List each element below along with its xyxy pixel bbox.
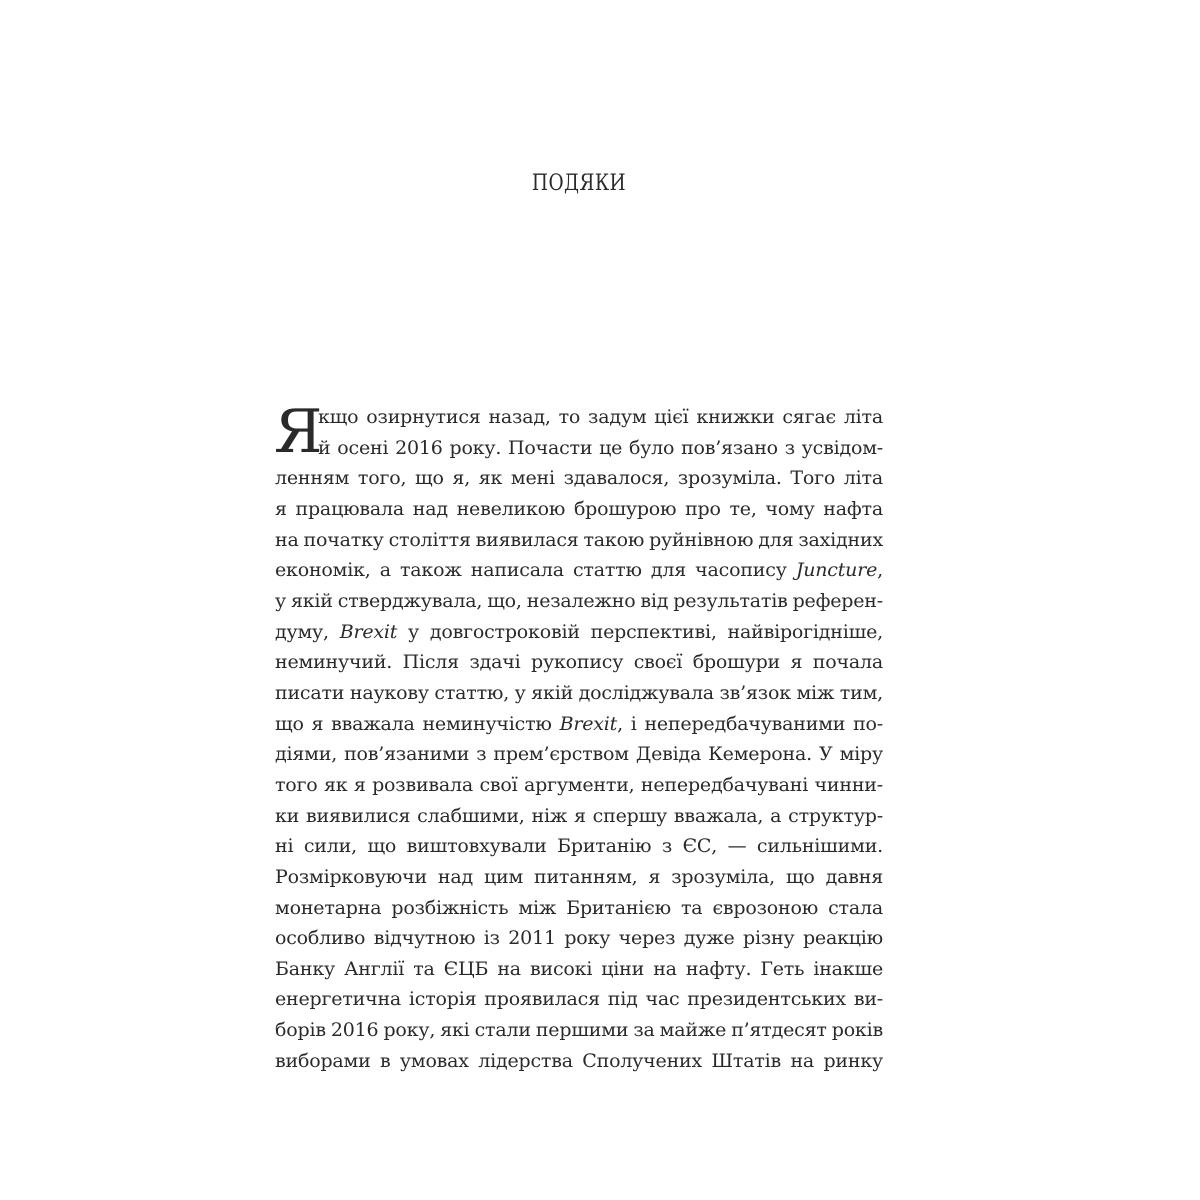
text-line: писати наукову статтю, у якій досліджувала зв’язок між тим, (275, 681, 883, 704)
text-line: на початку століття виявилася такою руйнівною для західних (275, 528, 883, 551)
text-line: Банку Англії та ЄЦБ на високі ціни на нафту. Геть інакше (275, 957, 883, 980)
text-line: особливо відчутною із 2011 року через дуже різну реакцію (275, 927, 883, 950)
italic-journal-title: Juncture (795, 559, 878, 582)
text-line: кщо озирнутися назад, то задум цієї книжки сягає літа (318, 406, 883, 428)
body-paragraph (274, 397, 883, 1076)
text-segment: , і непередбачуваними по- (617, 712, 883, 735)
page-title: ПОДЯКИ (531, 171, 627, 196)
text-segment: думу, (275, 620, 340, 643)
text-line: у якій стверджувала, що, незалежно від результатів референ- (275, 589, 883, 612)
italic-term: Brexit (559, 712, 618, 735)
text-line: я працювала над невеликою брошурою про те, чому нафта (275, 497, 883, 520)
text-segment: у довгостроковій перспективі, найвірогідніше, (397, 620, 883, 643)
text-line: виборами в умовах лідерства Сполучених Штатів на ринку (275, 1049, 883, 1072)
text-line: ні сили, що виштовхували Британію з ЄС, — сильнішими. (275, 835, 883, 858)
text-line: ки виявилися слабшими, ніж я спершу вважала, а структур- (275, 804, 883, 827)
text-line: борів 2016 року, які стали першими за майже п’ятдесят років (275, 1019, 883, 1042)
text-line (275, 709, 883, 740)
text-line: енергетична історія проявилася під час президентських ви- (275, 988, 883, 1011)
text-line: ленням того, що я, як мені здавалося, зрозуміла. Того літа (275, 467, 883, 490)
text-line: монетарна розбіжність між Британією та єврозоною стала (275, 896, 883, 919)
text-line: Розмірковуючи над цим питанням, я зрозуміла, що давня (275, 865, 883, 888)
text-line: того як я розвивала свої аргументи, непередбачувані чинни- (275, 773, 883, 796)
italic-term: Brexit (339, 620, 398, 643)
text-line: діями, пов’язаними з прем’єрством Девіда Кемерона. У міру (275, 743, 883, 766)
text-line: неминучий. Після здачі рукопису своєї брошури я почала (275, 651, 883, 674)
text-segment: що я вважала неминучістю (275, 712, 560, 735)
text-line: й осені 2016 року. Почасти це було пов’язано з усвідом- (318, 436, 883, 459)
text-segment: економік, а також написала статтю для часопису (275, 559, 796, 582)
text-line (275, 555, 883, 586)
drop-cap-letter: Я (274, 397, 323, 467)
text-segment: , (877, 559, 883, 582)
text-line (275, 617, 883, 648)
